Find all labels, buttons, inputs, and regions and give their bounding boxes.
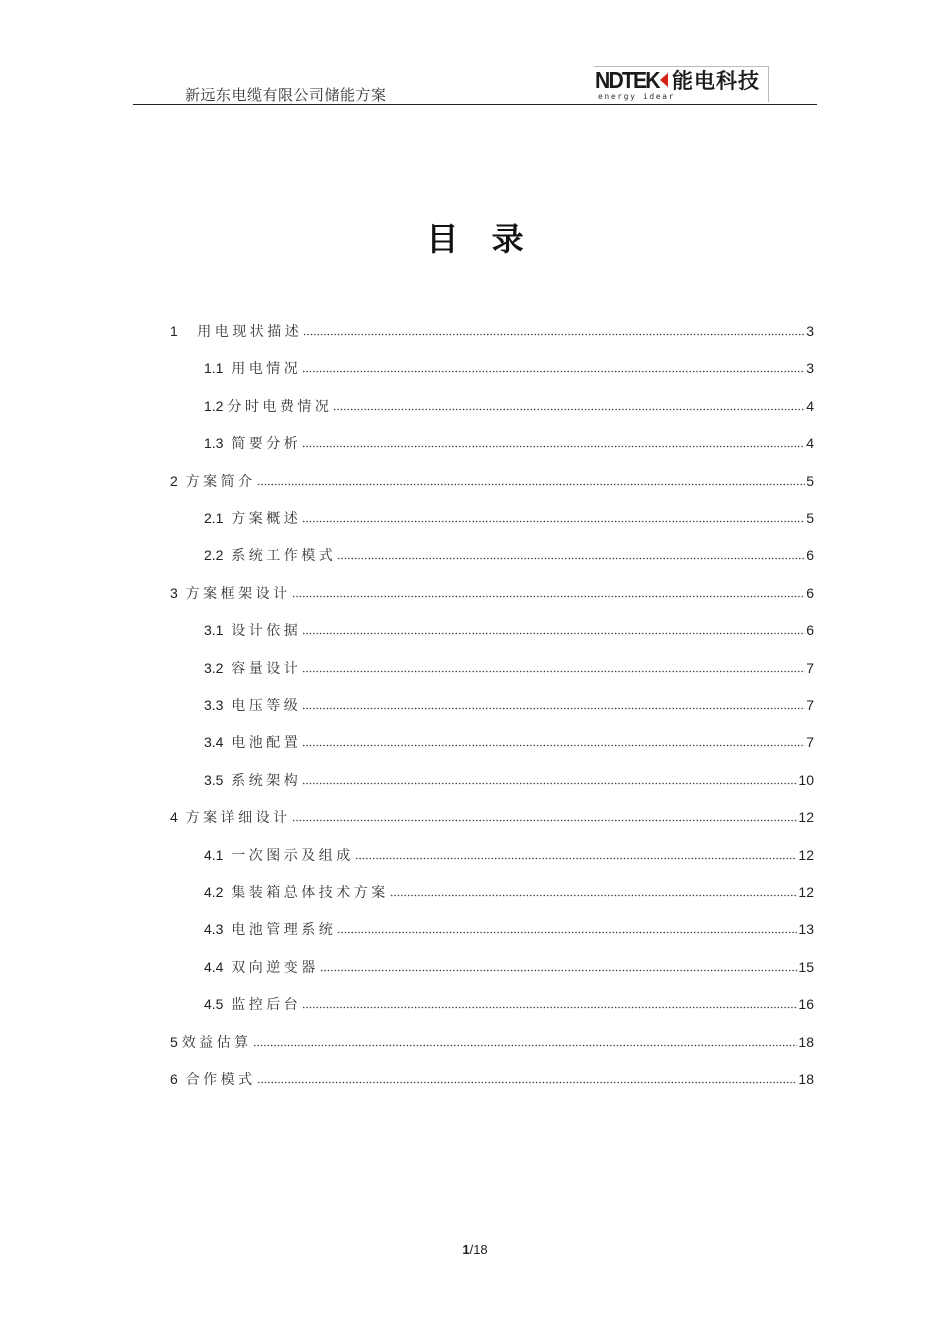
toc-entry-page: 7 <box>806 697 814 713</box>
page-number <box>0 1242 950 1257</box>
header-document-title: 新远东电缆有限公司储能方案 <box>185 86 387 104</box>
toc-entry-page: 18 <box>798 1071 814 1087</box>
toc-entry-number: 5 <box>170 1033 182 1050</box>
toc-entry[interactable] <box>170 1068 814 1090</box>
toc-entry-page: 5 <box>806 510 814 526</box>
toc-entry-title: 容量设计 <box>231 660 302 677</box>
toc-entry-page: 10 <box>798 771 814 788</box>
header-divider <box>133 104 817 105</box>
toc-entry-title: 分时电费情况 <box>227 398 333 415</box>
toc-entry-title: 方案简介 <box>185 473 256 490</box>
toc-entry-page: 3 <box>806 323 814 339</box>
toc-entry[interactable] <box>204 694 814 716</box>
toc-entry-number: 1.3 <box>204 435 232 452</box>
logo-brand-en: NDTEK <box>595 67 659 93</box>
toc-entry[interactable] <box>204 731 814 753</box>
toc-entry-number: 4.3 <box>204 921 232 938</box>
toc-entry-number: 3.1 <box>204 622 232 639</box>
toc-entry-page: 13 <box>798 921 814 938</box>
toc-entry-number: 3 <box>170 584 186 601</box>
toc-entry-number: 1 <box>170 323 198 339</box>
company-logo <box>594 66 769 102</box>
toc-entry-title: 用电现状描述 <box>197 324 303 340</box>
logo-tagline: energy idear <box>598 92 675 101</box>
toc-dot-leader <box>302 370 805 373</box>
toc-entry-page: 18 <box>798 1033 814 1050</box>
toc-entry-title: 方案详细设计 <box>185 810 291 827</box>
toc-dot-leader <box>333 408 805 411</box>
toc-entry-title: 系统架构 <box>231 772 302 789</box>
toc-dot-leader <box>355 857 798 860</box>
toc-entry[interactable] <box>204 918 814 940</box>
toc-dot-leader <box>253 1044 798 1047</box>
toc-entry-number: 3.5 <box>204 771 232 788</box>
toc-dot-leader <box>292 819 798 822</box>
toc-entry-number: 6 <box>170 1071 186 1087</box>
toc-entry[interactable] <box>204 844 814 866</box>
toc-entry-title: 系统工作模式 <box>231 548 337 565</box>
toc-entry-number: 4.1 <box>204 846 232 863</box>
toc-dot-leader <box>302 670 805 673</box>
toc-entry[interactable] <box>204 657 814 679</box>
toc-dot-leader <box>390 894 798 897</box>
toc-dot-leader <box>302 445 805 448</box>
toc-entry-number: 1.1 <box>204 360 232 377</box>
toc-entry-number: 3.3 <box>204 697 232 713</box>
toc-dot-leader <box>302 632 805 635</box>
toc-entry-number: 4.5 <box>204 996 232 1013</box>
toc-entry-title: 用电情况 <box>231 361 302 378</box>
toc-dot-leader <box>303 333 805 336</box>
toc-entry-number: 2 <box>170 472 186 489</box>
toc-entry-page: 6 <box>806 622 814 639</box>
total-pages: /18 <box>469 1242 488 1257</box>
page-title: 目 录 <box>426 220 524 258</box>
toc-dot-leader <box>302 1006 797 1009</box>
toc-entry-page: 7 <box>806 659 814 676</box>
toc-entry-page: 16 <box>798 996 814 1013</box>
toc-entry[interactable] <box>204 507 814 529</box>
toc-entry-number: 4.4 <box>204 958 232 975</box>
toc-entry[interactable] <box>204 544 814 566</box>
toc-dot-leader <box>302 782 797 785</box>
toc-entry-title: 一次图示及组成 <box>231 847 354 864</box>
toc-entry-number: 4 <box>170 809 186 826</box>
toc-dot-leader <box>337 931 797 934</box>
toc-entry-title: 电池管理系统 <box>231 922 337 939</box>
toc-entry[interactable] <box>204 395 814 417</box>
toc-entry-title: 电池配置 <box>231 735 302 752</box>
toc-entry-page: 4 <box>806 435 814 452</box>
toc-entry-number: 2.1 <box>204 510 232 526</box>
toc-entry-title: 电压等级 <box>231 698 302 714</box>
toc-entry-page: 15 <box>798 958 814 975</box>
toc-entry-title: 设计依据 <box>231 623 302 640</box>
toc-entry[interactable] <box>204 357 814 379</box>
toc-dot-leader <box>302 744 805 747</box>
toc-dot-leader <box>257 1081 798 1084</box>
toc-entry[interactable] <box>170 1031 814 1053</box>
toc-entry-title: 简要分析 <box>231 436 302 453</box>
toc-entry[interactable] <box>170 582 814 604</box>
toc-entry-number: 3.4 <box>204 734 232 751</box>
toc-entry-title: 方案概述 <box>231 511 302 527</box>
toc-dot-leader <box>292 595 806 598</box>
toc-entry-page: 6 <box>806 584 814 601</box>
toc-entry-title: 监控后台 <box>231 997 302 1014</box>
toc-entry-page: 12 <box>798 809 814 826</box>
toc-entry[interactable] <box>170 470 814 492</box>
toc-entry-page: 3 <box>806 360 814 377</box>
toc-entry[interactable] <box>204 881 814 903</box>
toc-entry-title: 效益估算 <box>181 1034 252 1051</box>
toc-entry[interactable] <box>204 619 814 641</box>
toc-entry-title: 合作模式 <box>185 1072 256 1088</box>
toc-entry-title: 双向逆变器 <box>231 959 319 976</box>
current-page-number: 1 <box>462 1242 470 1257</box>
toc-entry[interactable] <box>170 320 814 342</box>
toc-entry[interactable] <box>204 432 814 454</box>
toc-entry[interactable] <box>204 956 814 978</box>
toc-dot-leader <box>302 520 805 523</box>
toc-entry[interactable] <box>204 993 814 1015</box>
toc-entry[interactable] <box>170 806 814 828</box>
toc-entry-number: 2.2 <box>204 547 232 564</box>
toc-entry-title: 方案框架设计 <box>185 585 291 602</box>
logo-brand-cn: 能电科技 <box>672 69 760 93</box>
toc-entry-title: 集装箱总体技术方案 <box>231 885 389 901</box>
toc-dot-leader <box>337 557 805 560</box>
toc-entry-page: 5 <box>806 472 814 489</box>
toc-entry-page: 6 <box>806 547 814 564</box>
toc-entry-page: 7 <box>806 734 814 751</box>
toc-entry-page: 4 <box>806 397 814 414</box>
logo-arrow-icon <box>660 73 668 87</box>
toc-entry[interactable] <box>204 769 814 791</box>
toc-entry-number: 1.2 <box>204 397 228 414</box>
toc-entry-number: 4.2 <box>204 884 232 900</box>
toc-dot-leader <box>320 969 798 972</box>
toc-entry-page: 12 <box>798 846 814 863</box>
toc-dot-leader <box>257 483 806 486</box>
toc-entry-page: 12 <box>798 884 814 900</box>
toc-entry-number: 3.2 <box>204 659 232 676</box>
toc-dot-leader <box>302 707 805 710</box>
